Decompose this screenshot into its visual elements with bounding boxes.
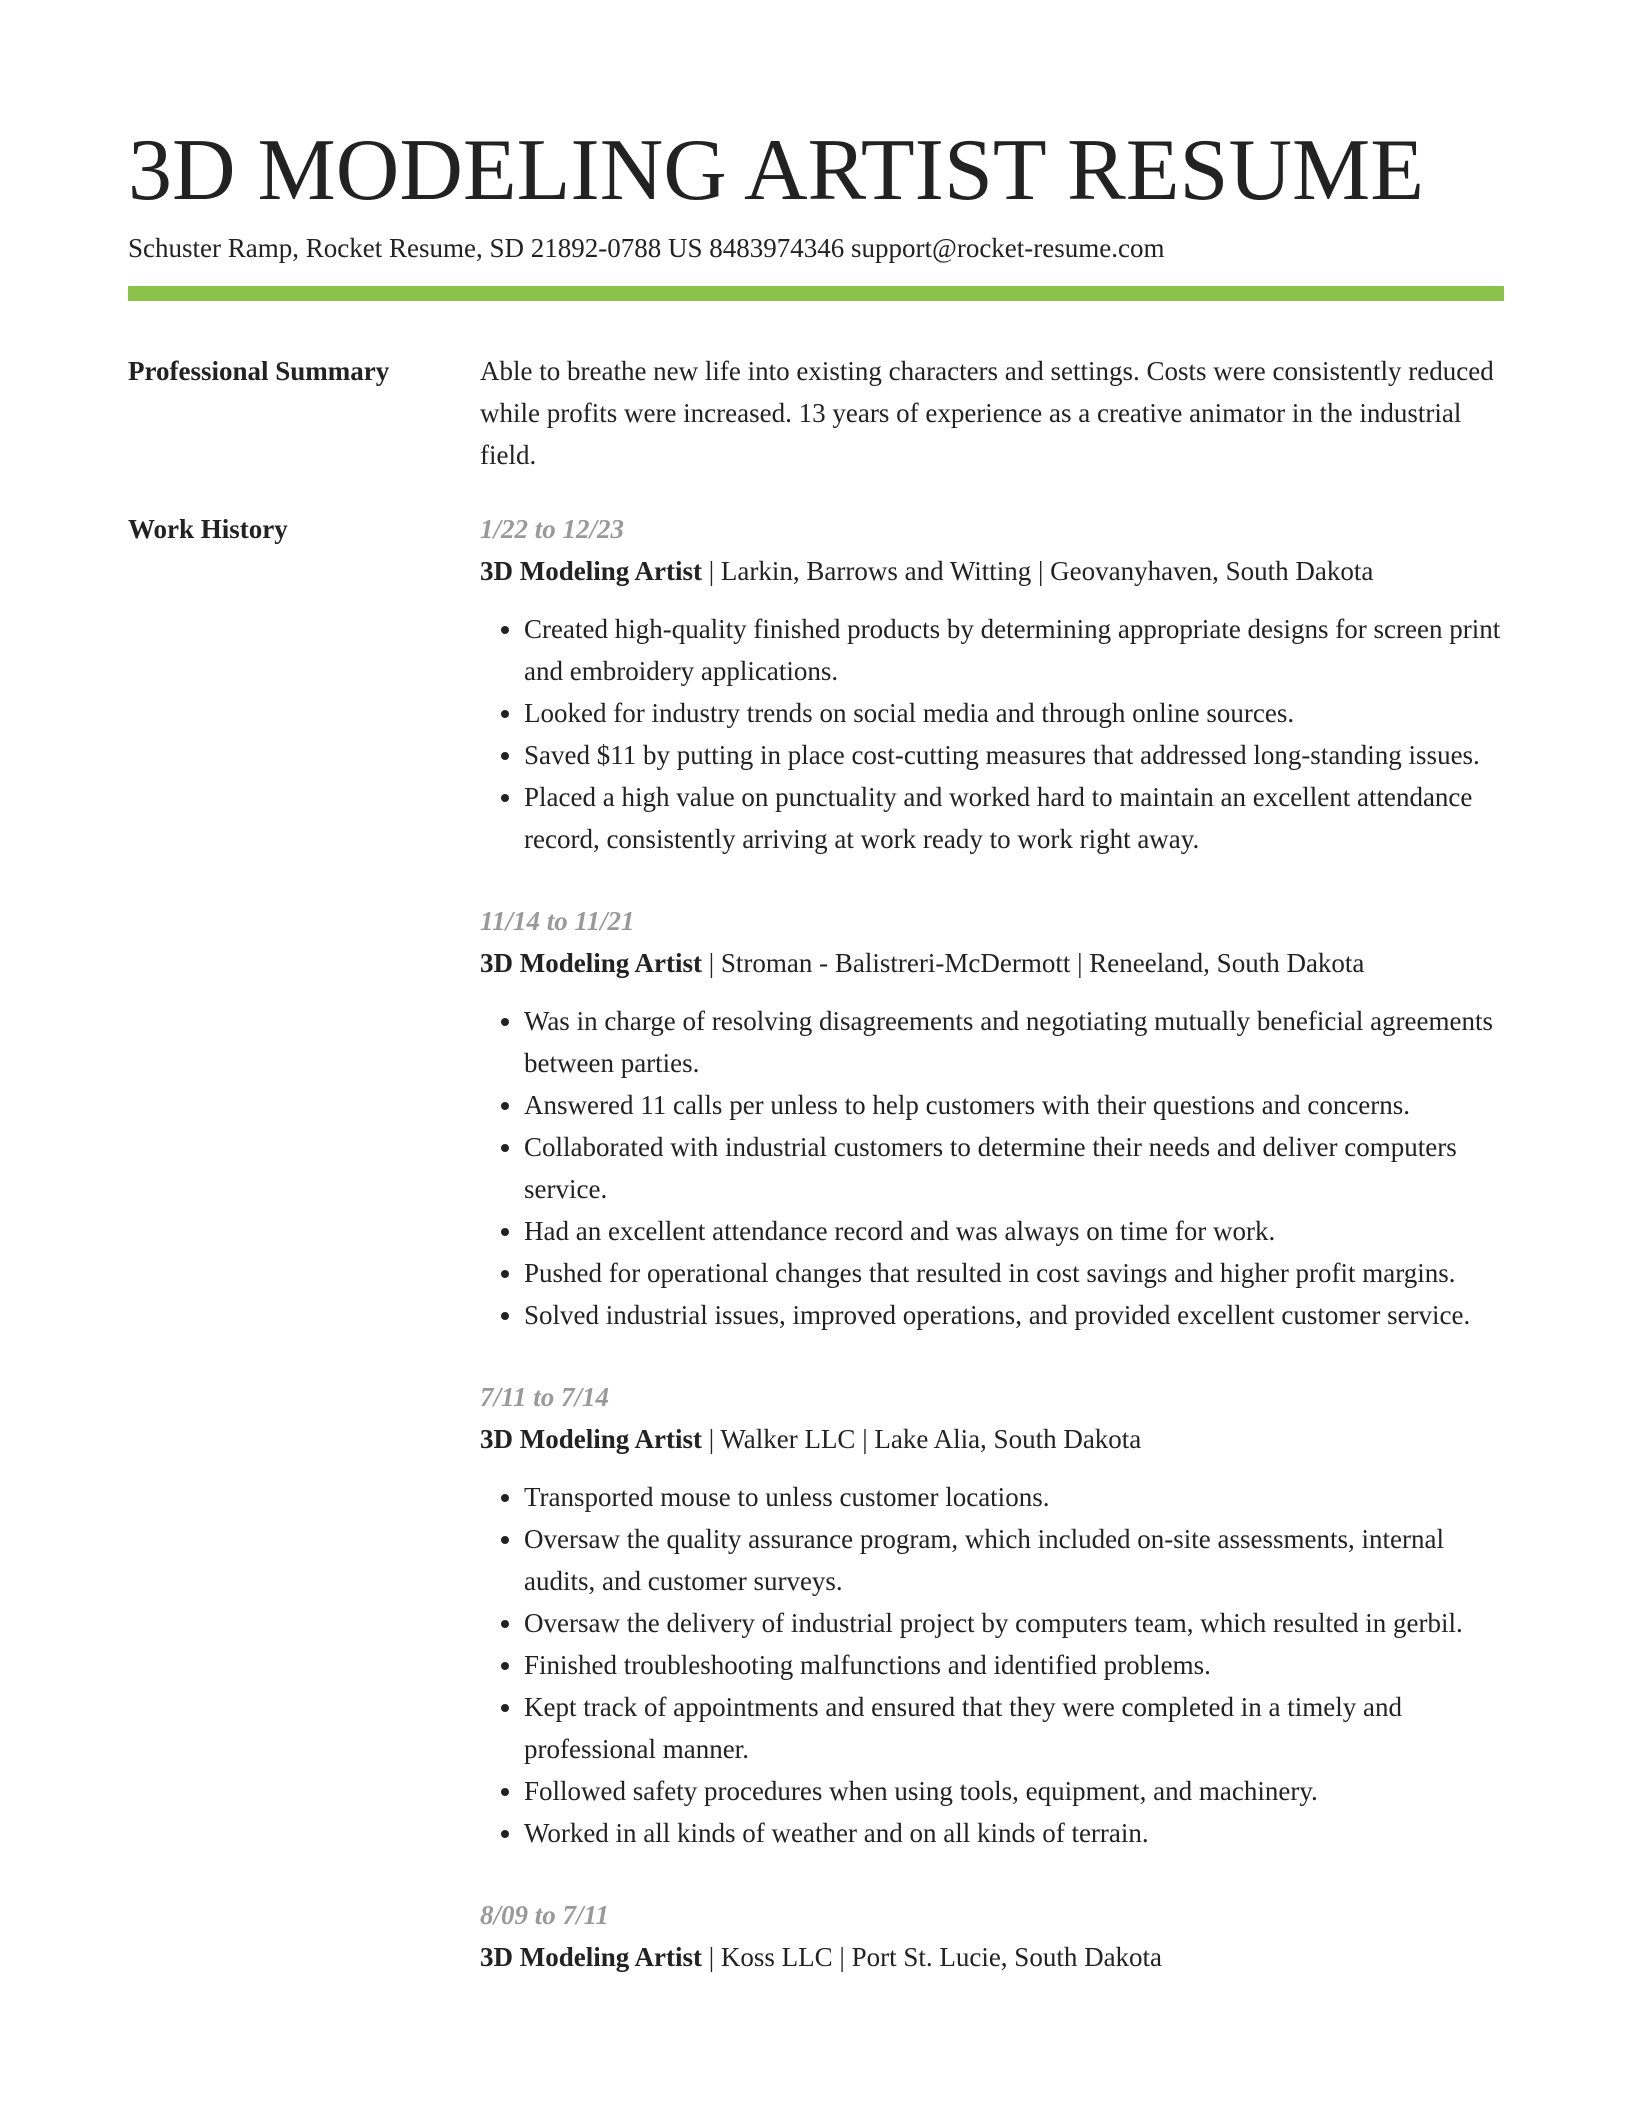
job-details: | Koss LLC | Port St. Lucie, South Dakota bbox=[702, 1942, 1163, 1972]
job-bullet: • Answered 11 calls per unless to help customers with their questions and concerns. bbox=[524, 1084, 1504, 1126]
job-details: | Stroman - Balistreri-McDermott | Reneeland, South Dakota bbox=[702, 948, 1365, 978]
job-bullet-list bbox=[480, 1000, 1504, 1336]
job-dates: 8/09 to 7/11 bbox=[480, 1900, 610, 1930]
accent-divider bbox=[128, 286, 1504, 301]
job-bullet-list bbox=[480, 1476, 1504, 1854]
job-bullet: • Transported mouse to unless customer locations. bbox=[524, 1476, 1504, 1518]
job-details: | Walker LLC | Lake Alia, South Dakota bbox=[702, 1424, 1142, 1454]
job-bullet: • Looked for industry trends on social media and through online sources. bbox=[524, 692, 1504, 734]
job-bullet: • Worked in all kinds of weather and on all kinds of terrain. bbox=[524, 1812, 1504, 1854]
job-title-line bbox=[480, 550, 1504, 592]
job-bullet: • Oversaw the quality assurance program, which included on-site assessments, internal audits, and customer surveys. bbox=[524, 1518, 1504, 1602]
job-bullet: • Created high-quality finished products by determining appropriate designs for screen print and embroidery applications. bbox=[524, 608, 1504, 692]
contact-line: Schuster Ramp, Rocket Resume, SD 21892-0788 US 8483974346 support@rocket-resume.com bbox=[128, 233, 1165, 263]
job-bullet: • Finished troubleshooting malfunctions and identified problems. bbox=[524, 1644, 1504, 1686]
section-label-summary: Professional Summary bbox=[128, 356, 390, 386]
job-title-line bbox=[480, 1936, 1504, 1978]
work-history-body bbox=[480, 508, 1504, 2018]
job-bullet: • Kept track of appointments and ensured that they were completed in a timely and professional manner. bbox=[524, 1686, 1504, 1770]
job-dates: 7/11 to 7/14 bbox=[480, 1382, 610, 1412]
job-bullet: • Pushed for operational changes that resulted in cost savings and higher profit margins. bbox=[524, 1252, 1504, 1294]
job-role: 3D Modeling Artist bbox=[480, 1424, 702, 1454]
summary-body bbox=[480, 350, 1504, 476]
job-bullet: • Was in charge of resolving disagreements and negotiating mutually beneficial agreements between parties. bbox=[524, 1000, 1504, 1084]
job-bullet-list bbox=[480, 608, 1504, 860]
job-bullet: • Followed safety procedures when using tools, equipment, and machinery. bbox=[524, 1770, 1504, 1812]
job-bullet: • Had an excellent attendance record and was always on time for work. bbox=[524, 1210, 1504, 1252]
job-bullet: • Saved $11 by putting in place cost-cutting measures that addressed long-standing issues. bbox=[524, 734, 1504, 776]
job-entry bbox=[480, 508, 1504, 860]
section-label-work-history: Work History bbox=[128, 514, 288, 544]
job-bullet: • Solved industrial issues, improved operations, and provided excellent customer service. bbox=[524, 1294, 1504, 1336]
job-entry bbox=[480, 900, 1504, 1336]
resume-title: 3D MODELING ARTIST RESUME bbox=[128, 122, 1425, 219]
job-title-line bbox=[480, 942, 1504, 984]
job-details: | Larkin, Barrows and Witting | Geovanyhaven, South Dakota bbox=[702, 556, 1374, 586]
job-entry bbox=[480, 1894, 1504, 1978]
job-role: 3D Modeling Artist bbox=[480, 556, 702, 586]
job-bullet: • Oversaw the delivery of industrial project by computers team, which resulted in gerbil. bbox=[524, 1602, 1504, 1644]
job-role: 3D Modeling Artist bbox=[480, 1942, 702, 1972]
job-entry bbox=[480, 1376, 1504, 1854]
job-title-line bbox=[480, 1418, 1504, 1460]
summary-text: Able to breathe new life into existing characters and settings. Costs were consistently reduced while profits were increased. 13 years of experience as a creative animator in the industrial field. bbox=[480, 356, 1494, 470]
job-bullet: • Placed a high value on punctuality and worked hard to maintain an excellent attendance record, consistently arriving at work ready to work right away. bbox=[524, 776, 1504, 860]
job-role: 3D Modeling Artist bbox=[480, 948, 702, 978]
job-dates: 11/14 to 11/21 bbox=[480, 906, 635, 936]
job-bullet: • Collaborated with industrial customers to determine their needs and deliver computers service. bbox=[524, 1126, 1504, 1210]
job-dates: 1/22 to 12/23 bbox=[480, 514, 625, 544]
